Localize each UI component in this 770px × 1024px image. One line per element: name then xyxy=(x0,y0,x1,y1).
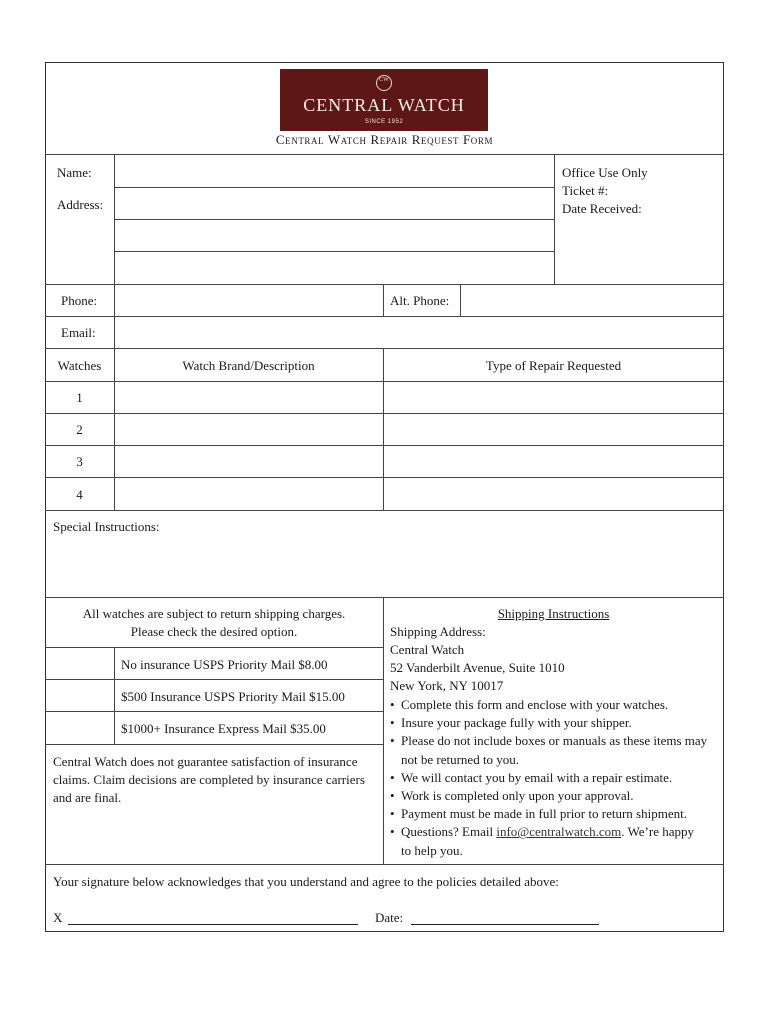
divider xyxy=(383,597,384,864)
list-item: • Insure your package fully with your shipper. xyxy=(388,714,722,732)
list-item: • Work is completed only upon your approval. xyxy=(388,787,722,805)
alt-phone-label: Alt. Phone: xyxy=(390,293,450,308)
alt-phone-field[interactable] xyxy=(461,285,723,316)
watches-header: Watches xyxy=(57,358,102,373)
divider xyxy=(45,348,724,349)
insurance-disclaimer-line2: claims. Claim decisions are completed by insurance carriers xyxy=(53,772,365,787)
insurance-disclaimer-line1: Central Watch does not guarantee satisfaction of insurance xyxy=(53,754,358,769)
option-1000-insurance-label: $1000+ Insurance Express Mail $35.00 xyxy=(121,721,326,736)
date-received-label: Date Received: xyxy=(562,201,642,216)
watch-4-repair-field[interactable] xyxy=(384,478,723,509)
logo-brand: CENTRAL WATCH xyxy=(303,95,465,115)
divider xyxy=(45,597,724,598)
option-no-insurance-checkbox[interactable] xyxy=(46,648,113,679)
address-field-line1[interactable] xyxy=(115,188,553,218)
phone-label: Phone: xyxy=(61,293,98,308)
divider xyxy=(383,284,384,316)
list-item: • Questions? Email info@centralwatch.com. We’re happy to help you. xyxy=(388,823,722,859)
phone-field[interactable] xyxy=(115,285,382,316)
watch-3-brand-field[interactable] xyxy=(115,446,382,477)
list-item: • We will contact you by email with a repair estimate. xyxy=(388,769,722,787)
address-label: Address: xyxy=(57,197,104,212)
divider xyxy=(114,647,115,744)
watch-3-repair-field[interactable] xyxy=(384,446,723,477)
email-link[interactable]: info@centralwatch.com xyxy=(496,824,622,840)
shipping-charges-intro: All watches are subject to return shipping charges. xyxy=(82,606,346,621)
watch-row-number: 4 xyxy=(76,487,83,502)
watch-1-repair-field[interactable] xyxy=(384,382,723,413)
divider xyxy=(45,864,724,865)
address-field-line2[interactable] xyxy=(115,220,553,250)
shipping-instructions-title: Shipping Instructions xyxy=(497,606,610,621)
date-line[interactable] xyxy=(411,924,599,925)
office-use-title: Office Use Only xyxy=(562,165,648,180)
special-instructions-label: Special Instructions: xyxy=(53,519,160,534)
brand-description-header: Watch Brand/Description xyxy=(182,358,315,373)
divider xyxy=(45,510,724,511)
signature-line[interactable] xyxy=(68,924,358,925)
list-item: • Payment must be made in full prior to return shipment. xyxy=(388,805,722,823)
list-item: • Please do not include boxes or manuals as these items may not be returned to you. xyxy=(388,732,722,768)
email-field[interactable] xyxy=(115,317,723,348)
watch-1-brand-field[interactable] xyxy=(115,382,382,413)
signature-x-label: X xyxy=(53,910,63,925)
shipping-charges-intro-line2: Please check the desired option. xyxy=(130,624,298,639)
signature-statement: Your signature below acknowledges that you understand and agree to the policies detailed above: xyxy=(53,874,559,889)
insurance-disclaimer-line3: and are final. xyxy=(53,790,122,805)
divider xyxy=(554,154,555,284)
option-500-insurance-checkbox[interactable] xyxy=(46,680,113,711)
watch-row-number: 1 xyxy=(76,390,83,405)
watch-4-brand-field[interactable] xyxy=(115,478,382,509)
repair-type-header: Type of Repair Requested xyxy=(485,358,622,373)
watch-row-number: 3 xyxy=(76,454,83,469)
shipping-instructions-list xyxy=(388,696,722,860)
shipping-address-line1: Central Watch xyxy=(390,642,465,657)
option-500-insurance-label: $500 Insurance USPS Priority Mail $15.00 xyxy=(121,689,345,704)
watch-2-repair-field[interactable] xyxy=(384,414,723,445)
name-label: Name: xyxy=(57,165,92,180)
shipping-address-line2: 52 Vanderbilt Avenue, Suite 1010 xyxy=(390,660,565,675)
option-1000-insurance-checkbox[interactable] xyxy=(46,712,113,743)
date-label: Date: xyxy=(375,910,404,925)
email-label: Email: xyxy=(61,325,96,340)
form-title: Central Watch Repair Request Form xyxy=(275,132,494,147)
watch-2-brand-field[interactable] xyxy=(115,414,382,445)
logo-since: SINCE 1952 xyxy=(364,119,404,125)
central-watch-logo xyxy=(280,69,488,131)
divider xyxy=(45,744,383,745)
ticket-label: Ticket #: xyxy=(562,183,609,198)
name-field[interactable] xyxy=(115,155,553,186)
watch-row-number: 2 xyxy=(76,422,83,437)
special-instructions-field[interactable] xyxy=(46,537,723,595)
shipping-address-label: Shipping Address: xyxy=(390,624,486,639)
option-no-insurance-label: No insurance USPS Priority Mail $8.00 xyxy=(121,657,328,672)
address-field-line3[interactable] xyxy=(115,252,553,283)
list-item: • Complete this form and enclose with your watches. xyxy=(388,696,722,714)
shipping-address-line3: New York, NY 10017 xyxy=(390,678,504,693)
logo-monogram: CW xyxy=(379,77,389,83)
